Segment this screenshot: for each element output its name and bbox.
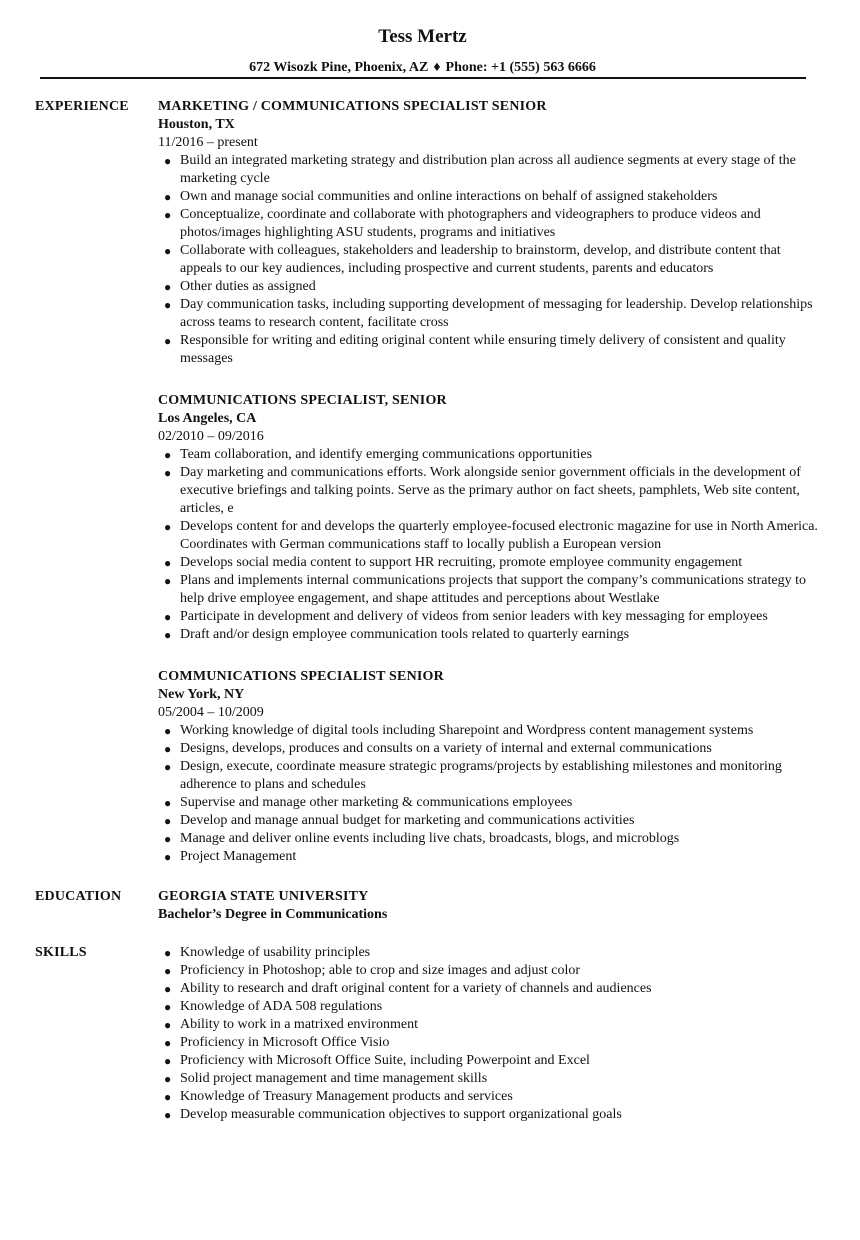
list-item: [158, 518, 818, 554]
bullet-icon: ●: [164, 628, 172, 642]
experience-list: [158, 98, 818, 866]
list-item: [158, 944, 818, 962]
list-item: [158, 1052, 818, 1070]
skills-list: [158, 944, 818, 1124]
resume-header: [0, 24, 845, 77]
bullet-icon: ●: [164, 190, 172, 204]
skill-text: Proficiency in Photoshop; able to crop and size images and adjust color: [180, 963, 581, 978]
bullet-text: Develops social media content to support HR recruiting, promote employee community engagement: [180, 555, 743, 570]
list-item: [158, 1034, 818, 1052]
bullet-icon: ●: [164, 814, 172, 828]
bullet-text: Design, execute, coordinate measure strategic programs/projects by establishing milestones and monitoring adherence to plans and schedules: [180, 759, 782, 792]
list-item: [158, 188, 818, 206]
experience-heading: EXPERIENCE: [35, 99, 129, 114]
job-title: COMMUNICATIONS SPECIALIST, SENIOR: [158, 393, 447, 408]
list-item: [158, 980, 818, 998]
bullet-icon: ●: [164, 244, 172, 258]
skill-text: Solid project management and time management skills: [180, 1071, 488, 1086]
skill-text: Develop measurable communication objectives to support organizational goals: [180, 1107, 622, 1122]
bullet-icon: ●: [164, 982, 172, 996]
bullet-text: Own and manage social communities and online interactions on behalf of assigned stakeholders: [180, 189, 718, 204]
skill-text: Knowledge of ADA 508 regulations: [180, 999, 383, 1014]
bullet-icon: ●: [164, 742, 172, 756]
bullet-icon: ●: [164, 1018, 172, 1032]
skill-text: Proficiency in Microsoft Office Visio: [180, 1035, 390, 1050]
skill-text: Proficiency with Microsoft Office Suite, including Powerpoint and Excel: [180, 1053, 590, 1068]
bullet-text: Team collaboration, and identify emerging communications opportunities: [180, 447, 593, 462]
bullet-icon: ●: [164, 832, 172, 846]
bullet-icon: ●: [164, 1090, 172, 1104]
bullet-text: Conceptualize, coordinate and collaborate with photographers and videographers to produce videos and photos/images highlighting ASU students, programs and initiatives: [180, 207, 761, 240]
list-item: [158, 332, 818, 368]
list-item: [158, 572, 818, 608]
list-item: [158, 1070, 818, 1088]
list-item: [158, 206, 818, 242]
job-bullets: [158, 446, 818, 644]
header-divider: [40, 77, 806, 79]
list-item: [158, 830, 818, 848]
list-item: [158, 758, 818, 794]
bullet-text: Build an integrated marketing strategy and distribution plan across all audience segments at every stage of the marketing cycle: [180, 153, 796, 186]
list-item: [158, 242, 818, 278]
bullet-icon: ●: [164, 466, 172, 480]
bullet-icon: ●: [164, 796, 172, 810]
bullet-text: Working knowledge of digital tools including Sharepoint and Wordpress content management systems: [180, 723, 754, 738]
bullet-text: Supervise and manage other marketing & communications employees: [180, 795, 573, 810]
list-item: [158, 554, 818, 572]
list-item: [158, 740, 818, 758]
skill-text: Ability to work in a matrixed environment: [180, 1017, 418, 1032]
bullet-icon: ●: [164, 964, 172, 978]
bullet-text: Day marketing and communications efforts. Work alongside senior government officials in the development of executive briefings and talking points. Serve as the primary author on fact sheets, pamphlets, Web site content, articles, e: [180, 465, 801, 516]
bullet-icon: ●: [164, 334, 172, 348]
bullet-text: Collaborate with colleagues, stakeholders and leadership to brainstorm, develop, and distribute content that appeals to our key audiences, including prospective and current students, parents and educators: [180, 243, 781, 276]
list-item: [158, 608, 818, 626]
bullet-icon: ●: [164, 1054, 172, 1068]
bullet-text: Draft and/or design employee communication tools related to quarterly earnings: [180, 627, 630, 642]
bullet-text: Participate in development and delivery of videos from senior leaders with key messaging for employees: [180, 609, 768, 624]
skill-bullets: [158, 944, 818, 1124]
bullet-icon: ●: [164, 574, 172, 588]
job-title: MARKETING / COMMUNICATIONS SPECIALIST SENIOR: [158, 99, 547, 114]
skill-text: Ability to research and draft original content for a variety of channels and audiences: [180, 981, 652, 996]
job-entry: [158, 392, 818, 644]
bullet-icon: ●: [164, 610, 172, 624]
job-entry: [158, 98, 818, 368]
skill-text: Knowledge of usability principles: [180, 945, 371, 960]
bullet-text: Manage and deliver online events including live chats, broadcasts, blogs, and microblogs: [180, 831, 680, 846]
job-location: Los Angeles, CA: [158, 411, 257, 426]
bullet-icon: ●: [164, 298, 172, 312]
list-item: [158, 1016, 818, 1034]
bullet-icon: ●: [164, 946, 172, 960]
bullet-text: Project Management: [180, 849, 297, 864]
list-item: [158, 296, 818, 332]
bullet-text: Other duties as assigned: [180, 279, 316, 294]
job-bullets: [158, 152, 818, 368]
job-dates: 11/2016 – present: [158, 135, 258, 150]
bullet-icon: ●: [164, 1036, 172, 1050]
job-entry: [158, 668, 818, 866]
bullet-icon: ●: [164, 154, 172, 168]
education-entry: [158, 888, 818, 924]
bullet-icon: ●: [164, 1108, 172, 1122]
bullet-text: Plans and implements internal communications projects that support the company’s communications strategy to help drive employee engagement, and shape attitudes and perceptions about Westlake: [180, 573, 806, 606]
phone-text: Phone: +1 (555) 563 6666: [445, 60, 596, 75]
list-item: [158, 1106, 818, 1124]
bullet-icon: ●: [164, 850, 172, 864]
skills-heading: SKILLS: [35, 945, 87, 960]
job-dates: 02/2010 – 09/2016: [158, 429, 264, 444]
bullet-icon: ●: [164, 208, 172, 222]
list-item: [158, 626, 818, 644]
job-dates: 05/2004 – 10/2009: [158, 705, 264, 720]
bullet-text: Designs, develops, produces and consults on a variety of internal and external communications: [180, 741, 712, 756]
education-heading: EDUCATION: [35, 889, 122, 904]
bullet-icon: ●: [164, 556, 172, 570]
skill-text: Knowledge of Treasury Management products and services: [180, 1089, 513, 1104]
list-item: [158, 464, 818, 518]
bullet-icon: ●: [164, 1000, 172, 1014]
degree-name: Bachelor’s Degree in Communications: [158, 907, 388, 922]
contact-line: [0, 59, 845, 77]
job-bullets: [158, 722, 818, 866]
address-text: 672 Wisozk Pine, Phoenix, AZ: [249, 60, 429, 75]
bullet-icon: ●: [164, 520, 172, 534]
bullet-text: Responsible for writing and editing original content while ensuring timely delivery of consistent and quality messages: [180, 333, 786, 366]
list-item: [158, 152, 818, 188]
bullet-icon: ●: [164, 760, 172, 774]
list-item: [158, 1088, 818, 1106]
bullet-icon: ●: [164, 448, 172, 462]
list-item: [158, 278, 818, 296]
list-item: [158, 848, 818, 866]
school-name: GEORGIA STATE UNIVERSITY: [158, 889, 369, 904]
bullet-text: Develop and manage annual budget for marketing and communications activities: [180, 813, 635, 828]
list-item: [158, 722, 818, 740]
list-item: [158, 998, 818, 1016]
bullet-icon: ●: [164, 724, 172, 738]
bullet-icon: ●: [164, 1072, 172, 1086]
list-item: [158, 794, 818, 812]
diamond-separator-icon: ♦: [433, 60, 441, 75]
list-item: [158, 812, 818, 830]
job-location: New York, NY: [158, 687, 245, 702]
job-title: COMMUNICATIONS SPECIALIST SENIOR: [158, 669, 444, 684]
list-item: [158, 962, 818, 980]
list-item: [158, 446, 818, 464]
job-location: Houston, TX: [158, 117, 235, 132]
bullet-text: Develops content for and develops the quarterly employee-focused electronic magazine for use in North America. Coordinates with German communications staff to locally publish a European version: [180, 519, 818, 552]
bullet-icon: ●: [164, 280, 172, 294]
candidate-name: Tess Mertz: [378, 26, 467, 47]
bullet-text: Day communication tasks, including supporting development of messaging for leadership. Develop relationships across teams to research content, facilitate cross: [180, 297, 813, 330]
